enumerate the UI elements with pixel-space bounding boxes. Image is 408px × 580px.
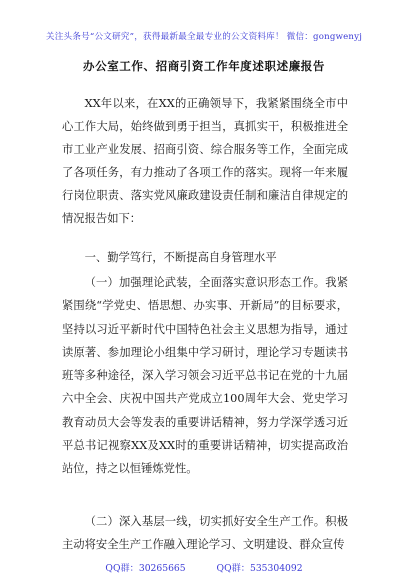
intro-paragraph: XX年以来，在XX的正确领导下，我紧紧围绕全市中心工作大局，始终做到勇于担当，真抓实干，积极推进全市工业产业发展、招商引资、综合服务等工作，全面完成了各项任务，有力推动了各项工作的落实。现将一年来履行岗位职责、落实党风廉政建设责任制和廉洁自律规定的情况报告如下：	[62, 97, 348, 226]
section-heading	[62, 246, 348, 269]
footer-qq-group-2: QQ群：535304092	[216, 563, 303, 574]
intro-section	[62, 92, 348, 231]
section-1-body	[62, 271, 348, 481]
paragraph-2: （二）深入基层一线，切实抓好安全生产工作。积极主动将安全生产工作融入理论学习、文明建设、群众宣传	[62, 515, 348, 552]
paragraph-1: （一）加强理论武装，全面落实意识形态工作。我紧紧围绕“学党史、悟思想、办实事、开新局”的目标要求，坚持以习近平新时代中国特色社会主义思想为指导，通过读原著、参加理论小组集中学习研讨，理论学习专题读书班等多种途径，深入学习领会习近平总书记在党的十九届六中全会、庆祝中国共产党成立100周年大会、党史学习教育动员大会等发表的重要讲话精神，努力学深学透习近平总书记视察XX及XX时的重要讲话精神，切实提高政治站位，持之以恒锤炼党性。	[62, 276, 348, 476]
document-title: 办公室工作、招商引资工作年度述职述廉报告	[83, 59, 325, 73]
footer-contact	[0, 560, 408, 574]
header-promo-text: 关注头条号“公文研究”，获得最新最全最专业的公文资料库！ 微信：gongwenyj	[45, 32, 363, 42]
section-1-body-continued	[62, 510, 348, 556]
section-1-heading: 一、勤学笃行，不断提高自身管理水平	[84, 251, 277, 264]
footer-qq-group-1: QQ群：30265665	[105, 563, 186, 574]
